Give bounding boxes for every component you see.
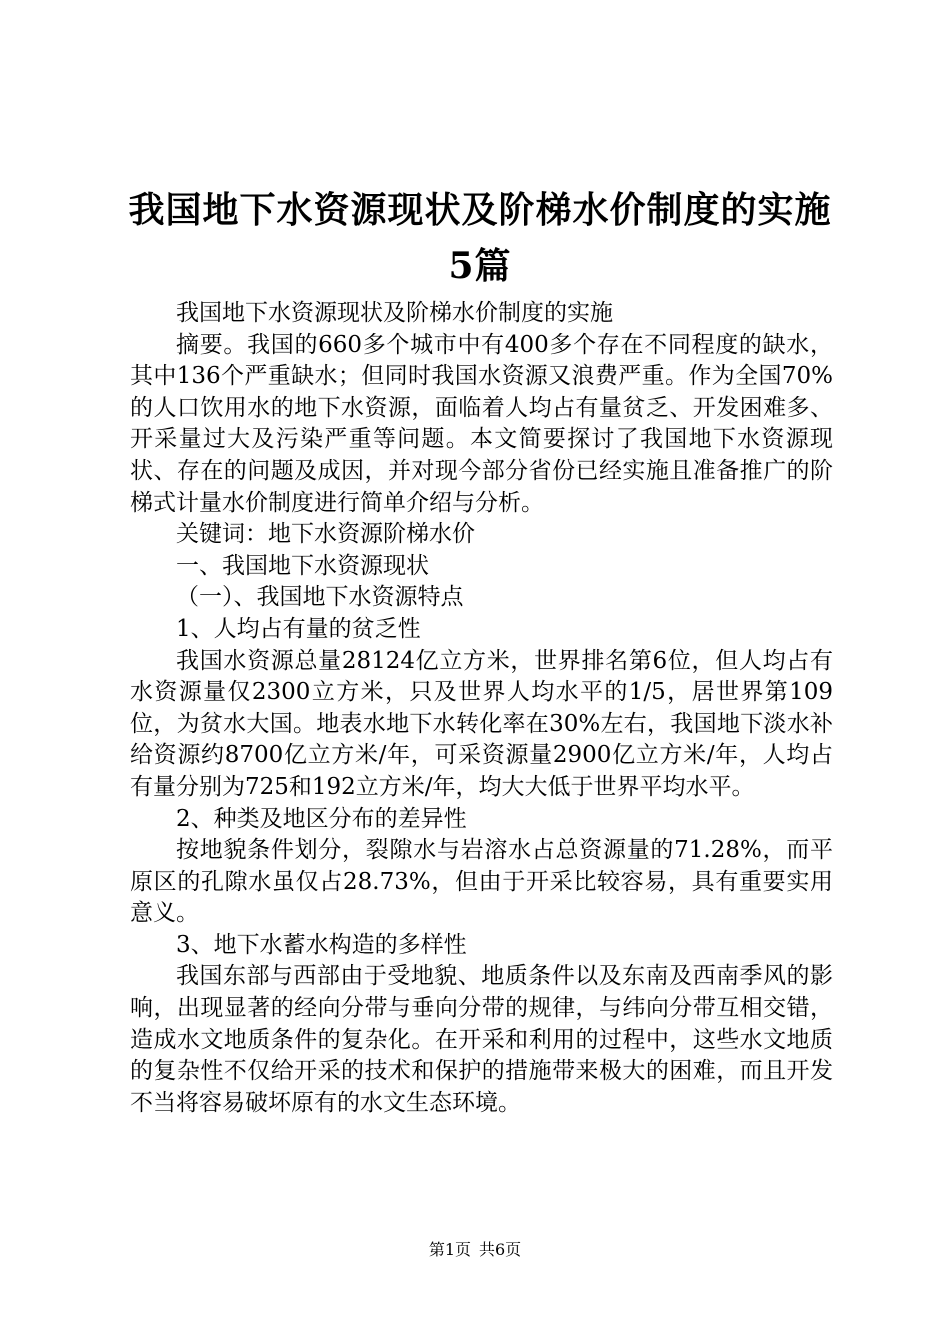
page-number: 第1页 bbox=[428, 1240, 471, 1259]
paragraph: 按地貌条件划分，裂隙水与岩溶水占总资源量的71.28%，而平原区的孔隙水虽仅占28.73%，但由于开采比较容易，具有重要实用意义。 bbox=[130, 837, 833, 927]
paragraph: 我国水资源总量28124亿立方米，世界排名第6位，但人均占有水资源量仅2300立方米，只及世界人均水平的1/5，居世界第109位，为贫水大国。地表水地下水转化率在30%左右，我国地下淡水补给资源约8700亿立方米/年，可采资源量2900亿立方米/年，人均占有量分别为725和192立方米/年，均大大低于世界平均水平。 bbox=[130, 647, 833, 800]
paragraph-keywords: 关键词：地下水资源阶梯水价 bbox=[176, 521, 475, 548]
paragraph: 我国东部与西部由于受地貌、地质条件以及东南及西南季风的影响，出现显著的经向分带与垂向分带的规律，与纬向分带互相交错，造成水文地质条件的复杂化。在开采和利用的过程中，这些水文地质的复杂性不仅给开采的技术和保护的措施带来极大的困难，而且开发不当将容易破坏原有的水文生态环境。 bbox=[130, 963, 833, 1116]
page-total: 共6页 bbox=[479, 1240, 522, 1259]
item-heading: 1、人均占有量的贫乏性 bbox=[176, 615, 421, 642]
paragraph-abstract: 摘要。我国的660多个城市中有400多个存在不同程度的缺水，其中136个严重缺水；但同时我国水资源又浪费严重。作为全国70%的人口饮用水的地下水资源，面临着人均占有量贫乏、开发困难多、开采量过大及污染严重等问题。本文简要探讨了我国地下水资源现状、存在的问题及成因，并对现今部分省份已经实施且准备推广的阶梯式计量水价制度进行简单介绍与分析。 bbox=[130, 331, 833, 516]
paragraph-subtitle: 我国地下水资源现状及阶梯水价制度的实施 bbox=[176, 300, 613, 326]
section-heading: 一、我国地下水资源现状 bbox=[176, 552, 429, 579]
subsection-heading: （一）、我国地下水资源特点 bbox=[176, 584, 464, 611]
item-heading: 2、种类及地区分布的差异性 bbox=[176, 805, 467, 832]
document-title: 我国地下水资源现状及阶梯水价制度的实施5篇 bbox=[128, 189, 832, 287]
document-body bbox=[130, 298, 833, 1119]
item-heading: 3、地下水蓄水构造的多样性 bbox=[176, 931, 467, 958]
page-footer bbox=[0, 1240, 950, 1260]
